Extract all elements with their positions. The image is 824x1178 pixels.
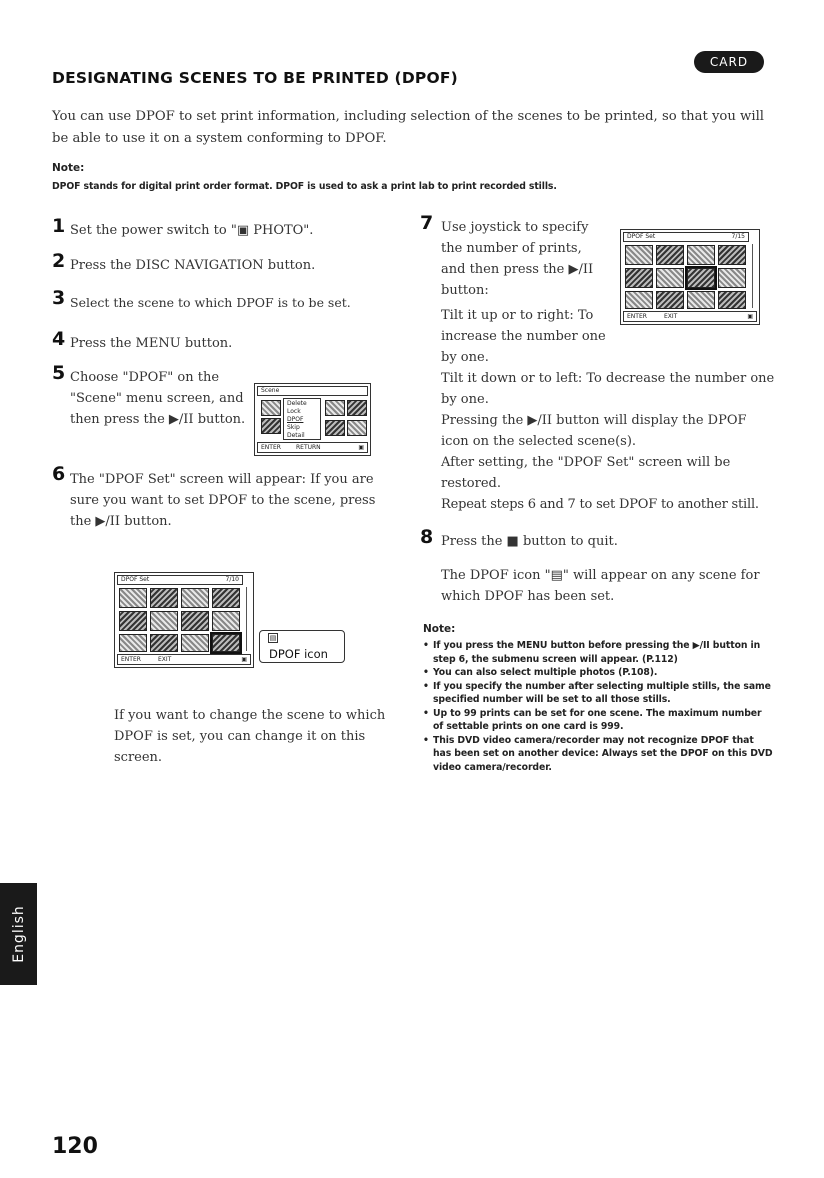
menu-item-detail: Detail — [287, 432, 305, 439]
step-8-text: Press the ■ button to quit. — [441, 534, 618, 549]
dpof-icon: ▤ — [269, 634, 277, 642]
dpof-set-header — [623, 232, 749, 242]
step-3-text: Select the scene to which DPOF is to be set. — [70, 295, 351, 310]
note-text: DPOF stands for digital print order format. DPOF is used to ask a print lab to print recorded stills. — [52, 181, 557, 192]
note-item: • If you press the MENU button before pressing the ▶/II button in step 6, the submenu screen will appear. (P.112) — [423, 639, 773, 666]
step-8-number: 8 — [420, 526, 434, 548]
thumbnail — [261, 400, 281, 416]
footer-card-icon: ▣ — [241, 656, 247, 663]
step-5-number: 5 — [52, 362, 66, 384]
dpof-set-screen-small — [620, 229, 760, 325]
page-number: 120 — [52, 1134, 98, 1159]
thumbnail — [687, 245, 715, 265]
note-item: • If you specify the number after selecting multiple stills, the same specified number will be set to all those stills. — [423, 680, 773, 707]
page-title: DESIGNATING SCENES TO BE PRINTED (DPOF) — [52, 69, 458, 87]
dpof-set-title: DPOF Set — [627, 233, 656, 240]
step-7-repeat: Repeat steps 6 and 7 to set DPOF to another still. — [441, 497, 759, 512]
step-1-text: Set the power switch to "▣ PHOTO". — [70, 223, 314, 238]
menu-item-delete: Delete — [287, 400, 307, 407]
step-7-text: Use joystick to specify the number of prints, and then press the ▶/II button: — [441, 220, 594, 298]
scene-menu-footer — [257, 442, 368, 453]
thumbnail — [347, 420, 367, 436]
thumbnail — [347, 400, 367, 416]
thumbnail — [625, 245, 653, 265]
footer-card-icon: ▣ — [358, 444, 364, 451]
thumbnail — [625, 291, 653, 309]
note-item: • You can also select multiple photos (P.108). — [423, 666, 773, 680]
thumbnail — [261, 418, 281, 434]
dpof-set-screen-large — [114, 572, 254, 668]
dpof-icon-callout — [259, 630, 345, 663]
footer-enter: ENTER — [261, 444, 281, 451]
thumbnail — [718, 291, 746, 309]
step-4-text: Press the MENU button. — [70, 336, 233, 351]
menu-item-dpof: DPOF — [287, 416, 304, 423]
language-label: English — [10, 905, 27, 963]
footer-exit: EXIT — [664, 313, 678, 320]
menu-item-lock: Lock — [287, 408, 301, 415]
dpof-set-counter: 7/15 — [731, 233, 745, 240]
step-6-number: 6 — [52, 463, 66, 485]
thumbnail — [325, 400, 345, 416]
footer-return: RETURN — [296, 444, 321, 451]
scene-menu-title: Scene — [261, 387, 280, 394]
thumbnail — [150, 588, 178, 608]
footer-card-icon: ▣ — [747, 313, 753, 320]
step-7-tilt-down: Tilt it down or to left: To decrease the number one by one. — [441, 371, 775, 407]
dpof-icon-label: DPOF icon — [269, 647, 328, 661]
notes-list — [423, 639, 773, 774]
footer-enter: ENTER — [121, 656, 141, 663]
scene-submenu — [283, 398, 321, 440]
step-4-number: 4 — [52, 328, 66, 350]
step-7-pressing: Pressing the ▶/II button will display the DPOF icon on the selected scene(s). — [441, 413, 747, 449]
thumbnail — [119, 611, 147, 631]
dpof-set-title: DPOF Set — [121, 576, 150, 583]
note-item: • This DVD video camera/recorder may not recognize DPOF that has been set on another device: Always set the DPOF on this DVD video camera/recorder. — [423, 734, 773, 775]
selected-thumbnail — [687, 268, 715, 288]
thumbnail — [181, 611, 209, 631]
thumbnail — [119, 588, 147, 608]
scrollbar — [752, 244, 757, 308]
thumbnail — [325, 420, 345, 436]
language-tab — [0, 883, 37, 985]
change-scene-paragraph: If you want to change the scene to which DPOF is set, you can change it on this screen. — [114, 708, 386, 765]
intro-paragraph: You can use DPOF to set print information, including selection of the scenes to be printed, so that you will be able to use it on a system conforming to DPOF. — [52, 109, 765, 146]
thumbnail — [718, 245, 746, 265]
step-7-number: 7 — [420, 212, 434, 234]
step-2-text: Press the DISC NAVIGATION button. — [70, 258, 316, 273]
step-6-text: The "DPOF Set" screen will appear: If you are sure you want to set DPOF to the scene, press the ▶/II button. — [70, 472, 376, 529]
thumbnail — [656, 245, 684, 265]
thumbnail — [181, 588, 209, 608]
step-7-tilt-up: Tilt it up or to right: To increase the number one by one. — [441, 308, 606, 365]
thumbnail — [181, 634, 209, 652]
footer-exit: EXIT — [158, 656, 172, 663]
thumbnail — [718, 268, 746, 288]
thumbnail — [150, 634, 178, 652]
step-7-after-setting: After setting, the "DPOF Set" screen will be restored. — [441, 455, 731, 491]
thumbnail — [150, 611, 178, 631]
step-1-number: 1 — [52, 215, 66, 237]
thumbnail — [656, 291, 684, 309]
thumbnail — [212, 611, 240, 631]
dpof-set-header — [117, 575, 243, 585]
footer-enter: ENTER — [627, 313, 647, 320]
note-item: • Up to 99 prints can be set for one scene. The maximum number of settable prints on one card is 999. — [423, 707, 773, 734]
step-3-number: 3 — [52, 287, 66, 309]
note-label: Note: — [52, 162, 85, 174]
selected-thumbnail — [212, 634, 240, 652]
dpof-set-footer — [623, 311, 757, 322]
scrollbar — [246, 587, 251, 651]
thumbnail — [119, 634, 147, 652]
thumbnail — [656, 268, 684, 288]
thumbnail — [212, 588, 240, 608]
step-2-number: 2 — [52, 250, 66, 272]
thumbnail — [625, 268, 653, 288]
step-8-detail: The DPOF icon "▤" will appear on any scene for which DPOF has been set. — [441, 568, 760, 604]
step-5-text: Choose "DPOF" on the "Scene" menu screen, and then press the ▶/II button. — [70, 370, 246, 427]
card-badge: CARD — [694, 51, 764, 73]
dpof-set-counter: 7/10 — [225, 576, 239, 583]
notes-label: Note: — [423, 623, 456, 635]
scene-menu-header — [257, 386, 368, 396]
scene-menu-screen — [254, 383, 371, 456]
thumbnail — [687, 291, 715, 309]
menu-item-skip: Skip — [287, 424, 300, 431]
dpof-set-footer — [117, 654, 251, 665]
